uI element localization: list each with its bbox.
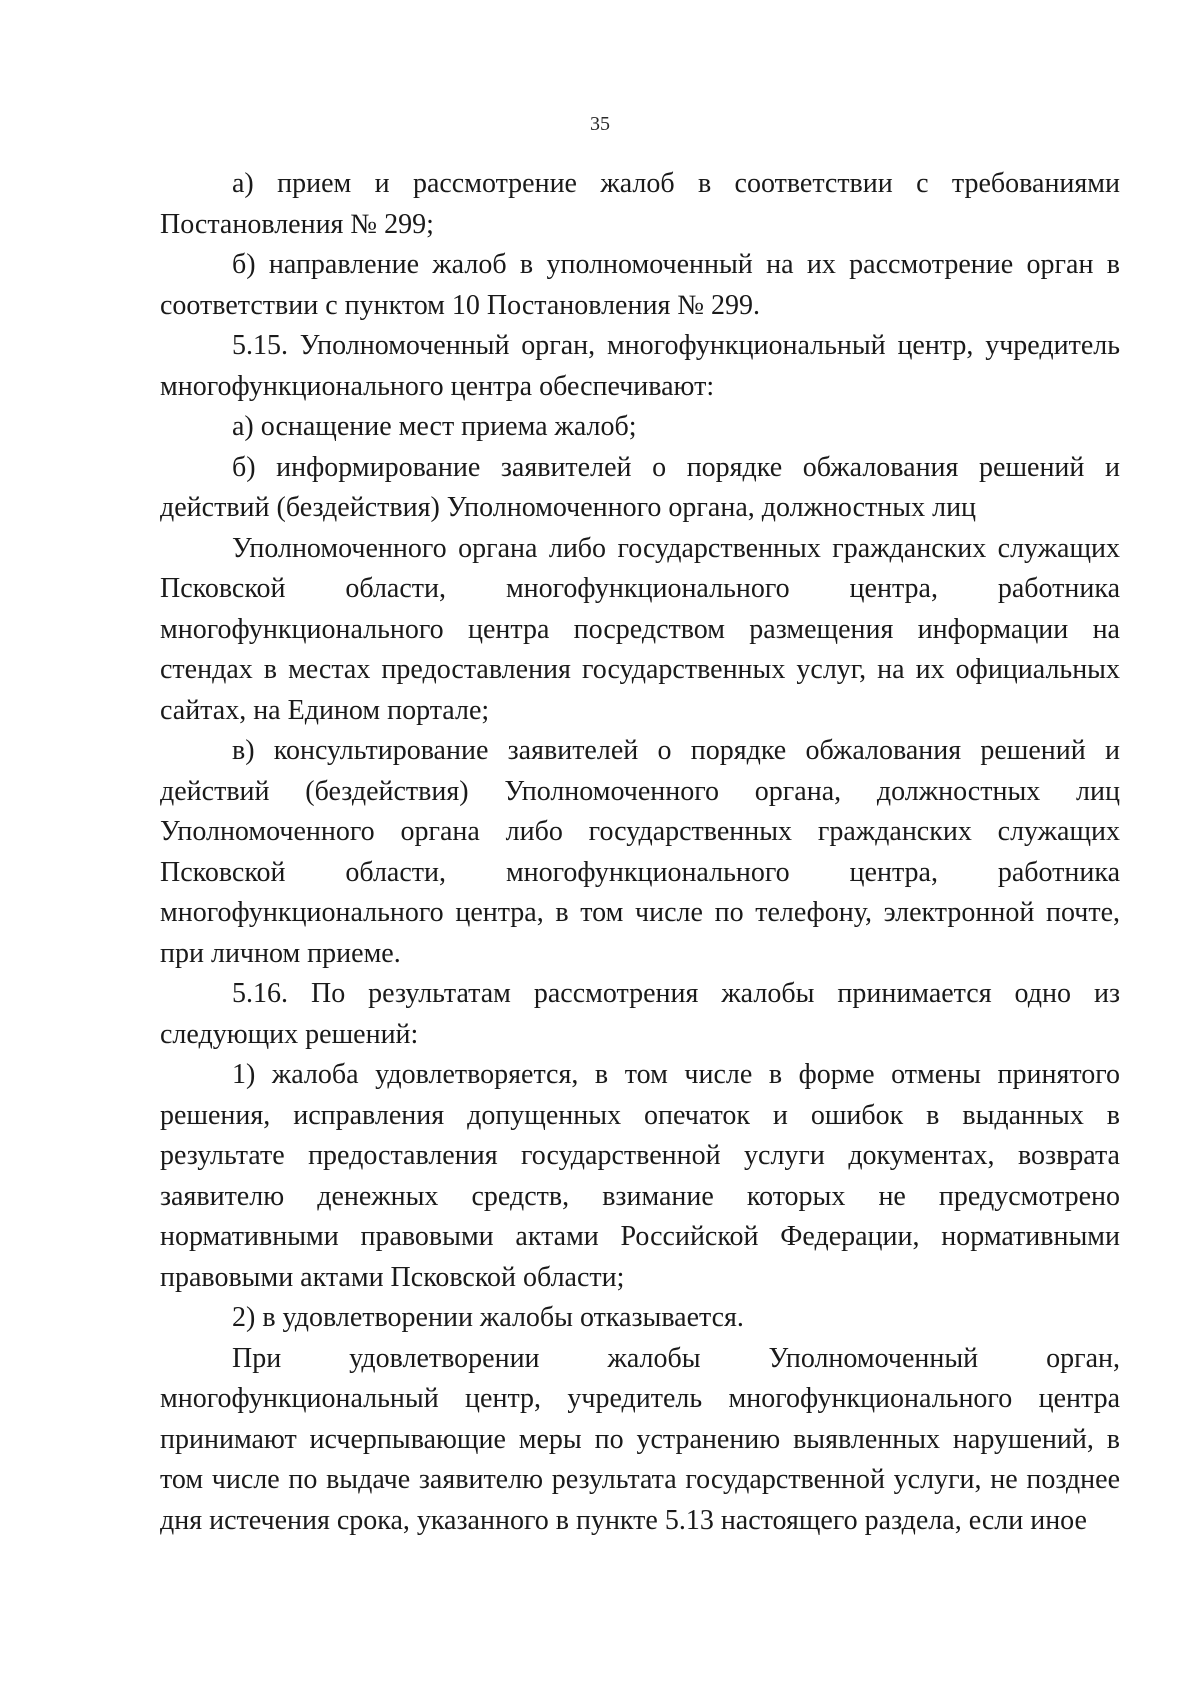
paragraph-5-16-1: 1) жалоба удовлетворяется, в том числе в форме отмены принятого решения, исправления допущенных опечаток и ошибок в выданных в результате предоставления государственной услуги документах, возврата заявителю денежных средств, взимание которых не предусмотрено нормативными правовыми актами Российской Федерации, нормативными правовыми актами Псковской области; [160, 1059, 1120, 1293]
paragraph-5-14-a: а) прием и рассмотрение жалоб в соответствии с требованиями Постановления № 299; [160, 168, 1120, 240]
paragraph-5-15-v: в) консультирование заявителей о порядке обжалования решений и действий (бездействия) Уполномоченного органа, должностных лиц Уполномоченного органа либо государственных гражданских служащих Псковской области, многофункционального центра, работника многофункционального центра, в том числе по телефону, электронной почте, при личном приеме. [160, 735, 1120, 969]
page-number: 35 [590, 113, 610, 135]
paragraph-5-16-2: 2) в удовлетворении жалобы отказывается. [232, 1302, 744, 1333]
paragraph-5-15-b-continued: Уполномоченного органа либо государственных гражданских служащих Псковской области, многофункционального центра, работника многофункционального центра посредством размещения информации на стендах в местах предоставления государственных услуг, на их официальных сайтах, на Едином портале; [160, 532, 1120, 726]
paragraph-satisfaction-measures: При удовлетворении жалобы Уполномоченный орган, многофункциональный центр, учредитель многофункционального центра принимают исчерпывающие меры по устранению выявленных нарушений, в том числе по выдаче заявителю результата государственной услуги, не позднее дня истечения срока, указанного в пункте 5.13 настоящего раздела, если иное [160, 1342, 1120, 1536]
paragraph-5-15: 5.15. Уполномоченный орган, многофункциональный центр, учредитель многофункционального центра обеспечивают: [160, 330, 1120, 402]
paragraph-5-14-b: б) направление жалоб в уполномоченный на их рассмотрение орган в соответствии с пунктом 10 Постановления № 299. [160, 249, 1120, 321]
paragraph-5-15-b: б) информирование заявителей о порядке обжалования решений и действий (бездействия) Уполномоченного органа, должностных лиц [160, 451, 1120, 523]
document-body [160, 164, 1120, 1541]
paragraph-5-15-a: а) оснащение мест приема жалоб; [232, 411, 637, 442]
paragraph-5-16: 5.16. По результатам рассмотрения жалобы принимается одно из следующих решений: [160, 978, 1120, 1050]
